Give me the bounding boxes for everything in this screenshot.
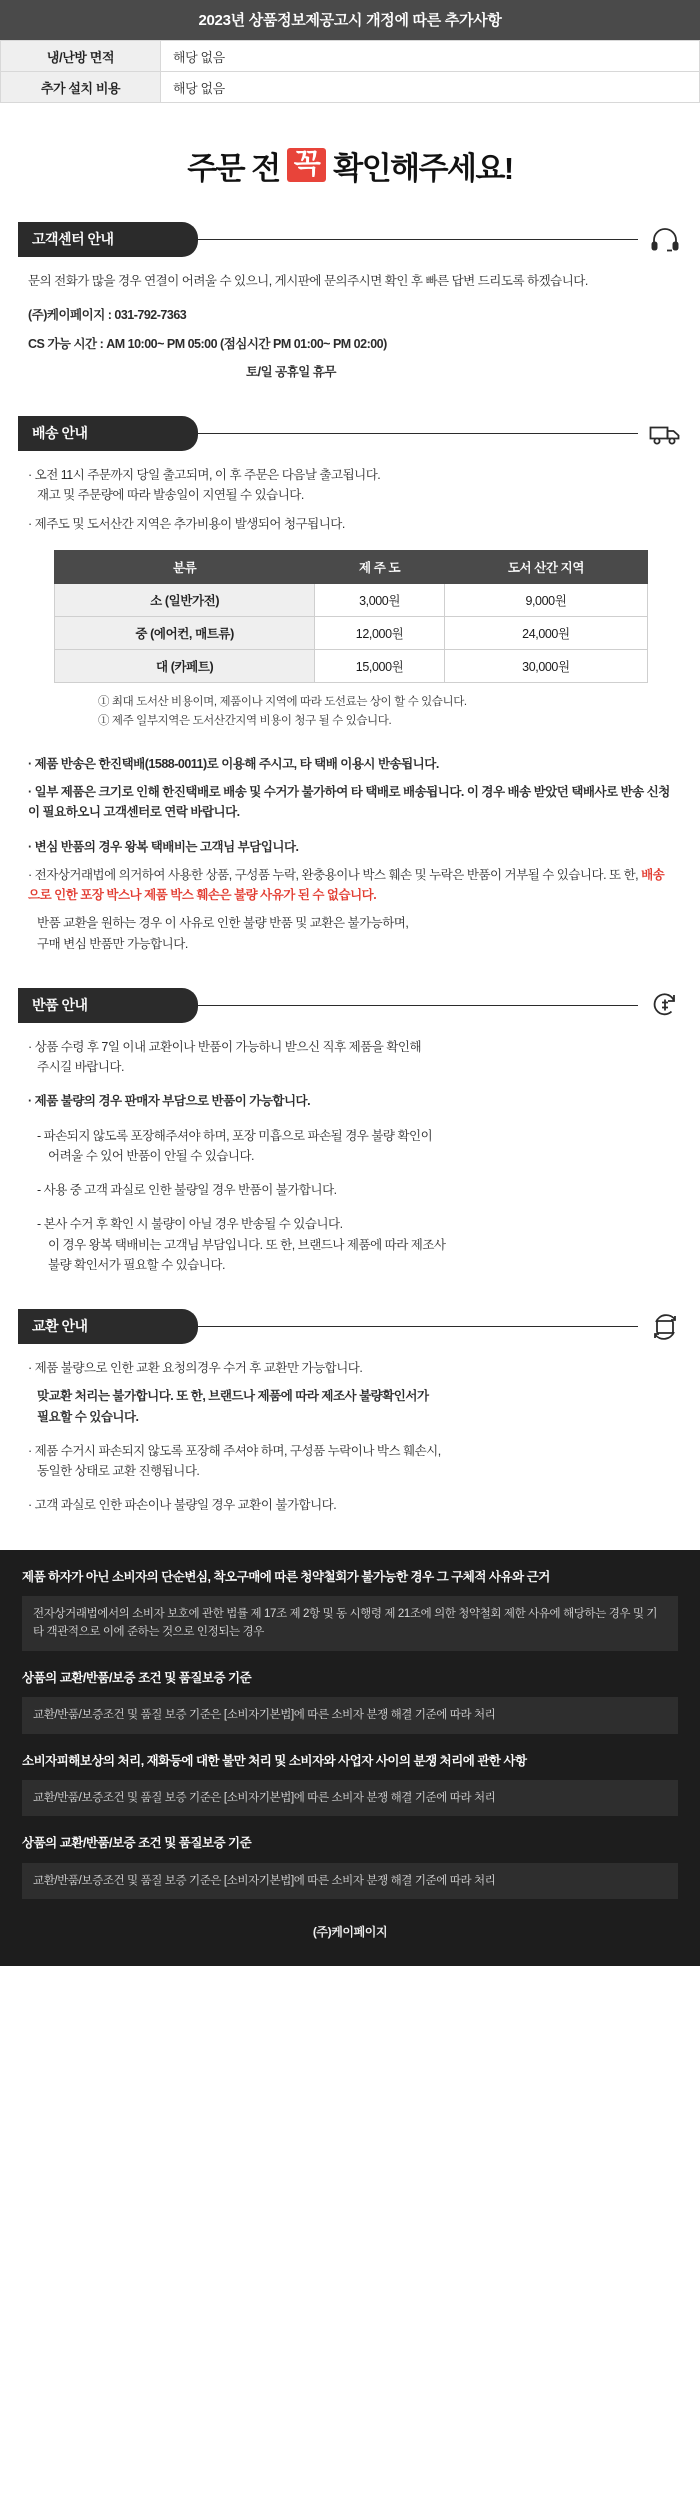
cell-island: 24,000원 <box>444 616 647 649</box>
ship-warn-4-a: · 전자상거래법에 의거하여 사용한 상품, 구성품 누락, 완충용이나 박스 훼손 및 누락은 반품이 거부될 수 있습니다. 또 한, <box>28 868 641 882</box>
return-money-icon <box>648 990 682 1020</box>
ret-line-4 <box>28 1214 674 1275</box>
legal-body: 교환/반품/보증조건 및 품질 보증 기준은 [소비자기본법]에 따른 소비자 분쟁 해결 기준에 따라 처리 <box>22 1863 678 1899</box>
ship-line-2 <box>28 514 674 534</box>
fee-note-1: ① 최대 도서산 비용이며, 제품이나 지역에 따라 도선료는 상이 할 수 있습니다. <box>98 695 467 708</box>
legal-notice-block <box>0 1550 700 1966</box>
exch-line-3 <box>28 1495 674 1515</box>
legal-title: 상품의 교환/반품/보증 조건 및 품질보증 기준 <box>22 1836 252 1851</box>
section-title: 고객센터 안내 <box>18 222 198 257</box>
col-header-island: 도서 산간 지역 <box>444 550 647 583</box>
ship-line-2-a: · 제주도 및 도서산간 지역은 추가비용이 발생되어 청구됩니다. <box>28 517 345 531</box>
cs-hours: CS 가능 시간 : AM 10:00~ PM 05:00 (점심시간 PM 01:00~ PM 02:00) <box>28 336 387 351</box>
ship-warn-4-b: 배송으로 인한 포장 박스나 제품 박스 훼손은 불량 사유가 된 수 없습니다. <box>28 867 665 903</box>
headline-banner <box>0 143 700 188</box>
exch-warn-a: 맞교환 처리는 불가합니다. 또 한, 브랜드나 제품에 따라 제조사 불량확인서가 <box>37 1389 429 1404</box>
section-return <box>18 988 682 1275</box>
ret-warn-text: · 제품 불량의 경우 판매자 부담으로 반품이 가능합니다. <box>28 1094 310 1108</box>
ret-line-1-b: 주시길 바랍니다. <box>37 1060 124 1075</box>
section-header <box>18 222 682 257</box>
ship-warn-3 <box>28 837 674 857</box>
ship-warn-5-a: 반품 교환을 원하는 경우 이 사유로 인한 불량 반품 및 교환은 불가능하며, <box>37 916 409 931</box>
table-row <box>55 583 648 616</box>
headline-pre: 주문 전 <box>187 151 280 186</box>
headline-post: 확인해주세요! <box>333 151 513 186</box>
spec-table <box>0 40 700 103</box>
spec-key: 냉/난방 면적 <box>1 41 161 72</box>
col-header-jeju: 제 주 도 <box>315 550 445 583</box>
section-body <box>18 257 682 382</box>
section-customer-center <box>18 222 682 382</box>
section-title: 교환 안내 <box>18 1309 198 1344</box>
fee-note-2: ① 제주 일부지역은 도서산간지역 비용이 청구 될 수 있습니다. <box>98 715 392 728</box>
cell-jeju: 12,000원 <box>315 616 445 649</box>
ret-line-2 <box>28 1126 674 1167</box>
section-shipping <box>18 416 682 954</box>
ret-line-3 <box>28 1180 674 1200</box>
ret-warn <box>28 1091 674 1111</box>
section-body <box>18 1344 682 1516</box>
spec-key: 추가 설치 비용 <box>1 72 161 103</box>
col-header-category: 분류 <box>55 550 315 583</box>
fee-notes <box>54 683 648 732</box>
headline <box>187 143 513 188</box>
ship-line-1-b: 재고 및 주문량에 따라 발송일이 지연될 수 있습니다. <box>37 488 304 503</box>
truck-icon <box>648 419 682 449</box>
exch-line-2-b: 동일한 상태로 교환 진행됩니다. <box>37 1464 200 1479</box>
ship-warn-4 <box>28 865 674 906</box>
headset-icon <box>648 225 682 255</box>
cell-category: 중 (에어컨, 매트류) <box>55 616 315 649</box>
table-row <box>55 649 648 682</box>
ship-warn-2 <box>28 782 674 823</box>
legal-title: 상품의 교환/반품/보증 조건 및 품질보증 기준 <box>22 1670 252 1685</box>
ret-line-2-b: 어려울 수 있어 반품이 안될 수 있습니다. <box>48 1148 255 1163</box>
table-row <box>55 616 648 649</box>
table-row <box>1 72 700 103</box>
divider <box>196 433 638 434</box>
divider <box>196 1326 638 1327</box>
cell-island: 9,000원 <box>444 583 647 616</box>
exch-warn <box>28 1386 674 1427</box>
spec-value: 해당 없음 <box>161 72 700 103</box>
legal-body: 교환/반품/보증조건 및 품질 보증 기준은 [소비자기본법]에 따른 소비자 분쟁 해결 기준에 따라 처리 <box>22 1697 678 1733</box>
exch-line-2 <box>28 1441 674 1482</box>
section-title: 반품 안내 <box>18 988 198 1023</box>
ship-line-1 <box>28 465 674 506</box>
exch-line-1-text: · 제품 불량으로 인한 교환 요청의경우 수거 후 교환만 가능합니다. <box>28 1361 362 1375</box>
ret-line-4-b: 이 경우 왕복 택배비는 고객님 부담입니다. 또 한, 브랜드나 제품에 따라 제조사 <box>48 1237 446 1252</box>
shipping-fee-table <box>54 550 648 683</box>
ship-warn-5 <box>28 913 674 954</box>
legal-body: 교환/반품/보증조건 및 품질 보증 기준은 [소비자기본법]에 따른 소비자 분쟁 해결 기준에 따라 처리 <box>22 1780 678 1816</box>
legal-body: 전자상거래법에서의 소비자 보호에 관한 법률 제 17조 제 2항 및 동 시행령 제 21조에 의한 청약철회 제한 사유에 해당하는 경우 및 기타 객관적으로 이에 준하는 것으로 인정되는 경우 <box>22 1596 678 1651</box>
cell-jeju: 3,000원 <box>315 583 445 616</box>
divider <box>196 1005 638 1006</box>
section-header <box>18 988 682 1023</box>
ret-line-3-text: - 사용 중 고객 과실로 인한 불량일 경우 반품이 불가합니다. <box>37 1183 337 1198</box>
cs-note: 문의 전화가 많을 경우 연결이 어려울 수 있으니, 게시판에 문의주시면 확인 후 빠른 답변 드리도록 하겠습니다. <box>28 274 588 288</box>
cs-phone: (주)케이페이지 : 031-792-7363 <box>28 308 187 323</box>
spec-value: 해당 없음 <box>161 41 700 72</box>
exch-line-1 <box>28 1358 674 1378</box>
ship-warn-1 <box>28 754 674 774</box>
cell-jeju: 15,000원 <box>315 649 445 682</box>
section-header <box>18 1309 682 1344</box>
ship-warn-5-b: 구매 변심 반품만 가능합니다. <box>37 936 188 951</box>
ret-line-2-a: - 파손되지 않도록 포장해주셔야 하며, 포장 미흡으로 파손될 경우 불량 확인이 <box>37 1128 433 1143</box>
ret-line-4-a: - 본사 수거 후 확인 시 불량이 아닐 경우 반송될 수 있습니다. <box>37 1217 343 1232</box>
section-header <box>18 416 682 451</box>
exch-line-2-a: · 제품 수거시 파손되지 않도록 포장해 주셔야 하며, 구성품 누락이나 박스 훼손시, <box>28 1444 441 1458</box>
ret-line-4-c: 불량 확인서가 필요할 수 있습니다. <box>48 1257 225 1272</box>
table-row <box>1 41 700 72</box>
legal-title: 소비자피해보상의 처리, 재화등에 대한 불만 처리 및 소비자와 사업자 사이의 분쟁 처리에 관한 사항 <box>22 1753 527 1768</box>
section-body <box>18 451 682 954</box>
cell-category: 대 (카페트) <box>55 649 315 682</box>
cell-category: 소 (일반가전) <box>55 583 315 616</box>
exchange-icon <box>648 1312 682 1342</box>
cell-island: 30,000원 <box>444 649 647 682</box>
ship-warn-1-text: · 제품 반송은 한진택배(1588-0011)로 이용해 주시고, 타 택배 이용시 반송됩니다. <box>28 757 439 771</box>
section-exchange <box>18 1309 682 1516</box>
exch-line-3-text: · 고객 과실로 인한 파손이나 불량일 경우 교환이 불가합니다. <box>28 1498 336 1512</box>
exch-warn-b: 필요할 수 있습니다. <box>37 1409 139 1424</box>
ret-line-1 <box>28 1037 674 1078</box>
section-body <box>18 1023 682 1275</box>
ship-line-1-a: · 오전 11시 주문까지 당일 출고되며, 이 후 주문은 다음날 출고됩니다. <box>28 468 380 482</box>
section-title: 배송 안내 <box>18 416 198 451</box>
ship-warn-3-text: · 변심 반품의 경우 왕복 택배비는 고객님 부담입니다. <box>28 840 299 854</box>
ship-warn-2-text: · 일부 제품은 크기로 인해 한진택배로 배송 및 수거가 불가하여 타 택배로 배송됩니다. 이 경우 배송 받았던 택배사로 반송 신청이 필요하오니 고객센터로 연락 바랍니다. <box>28 785 670 819</box>
shipping-fee-table-wrap <box>28 548 674 732</box>
cs-holiday: 토/일 공휴일 휴무 <box>246 364 336 379</box>
divider <box>196 239 638 240</box>
page-title: 2023년 상품정보제공고시 개정에 따른 추가사항 <box>0 0 700 40</box>
headline-badge: 꼭 <box>287 148 327 182</box>
company-signature: (주)케이페이지 <box>312 1925 388 1940</box>
table-header-row <box>55 550 648 583</box>
legal-title: 제품 하자가 아닌 소비자의 단순변심, 착오구매에 따른 청약철회가 불가능한 경우 그 구체적 사유와 근거 <box>22 1569 550 1584</box>
ret-line-1-a: · 상품 수령 후 7일 이내 교환이나 반품이 가능하니 받으신 직후 제품을 확인해 <box>28 1040 421 1054</box>
